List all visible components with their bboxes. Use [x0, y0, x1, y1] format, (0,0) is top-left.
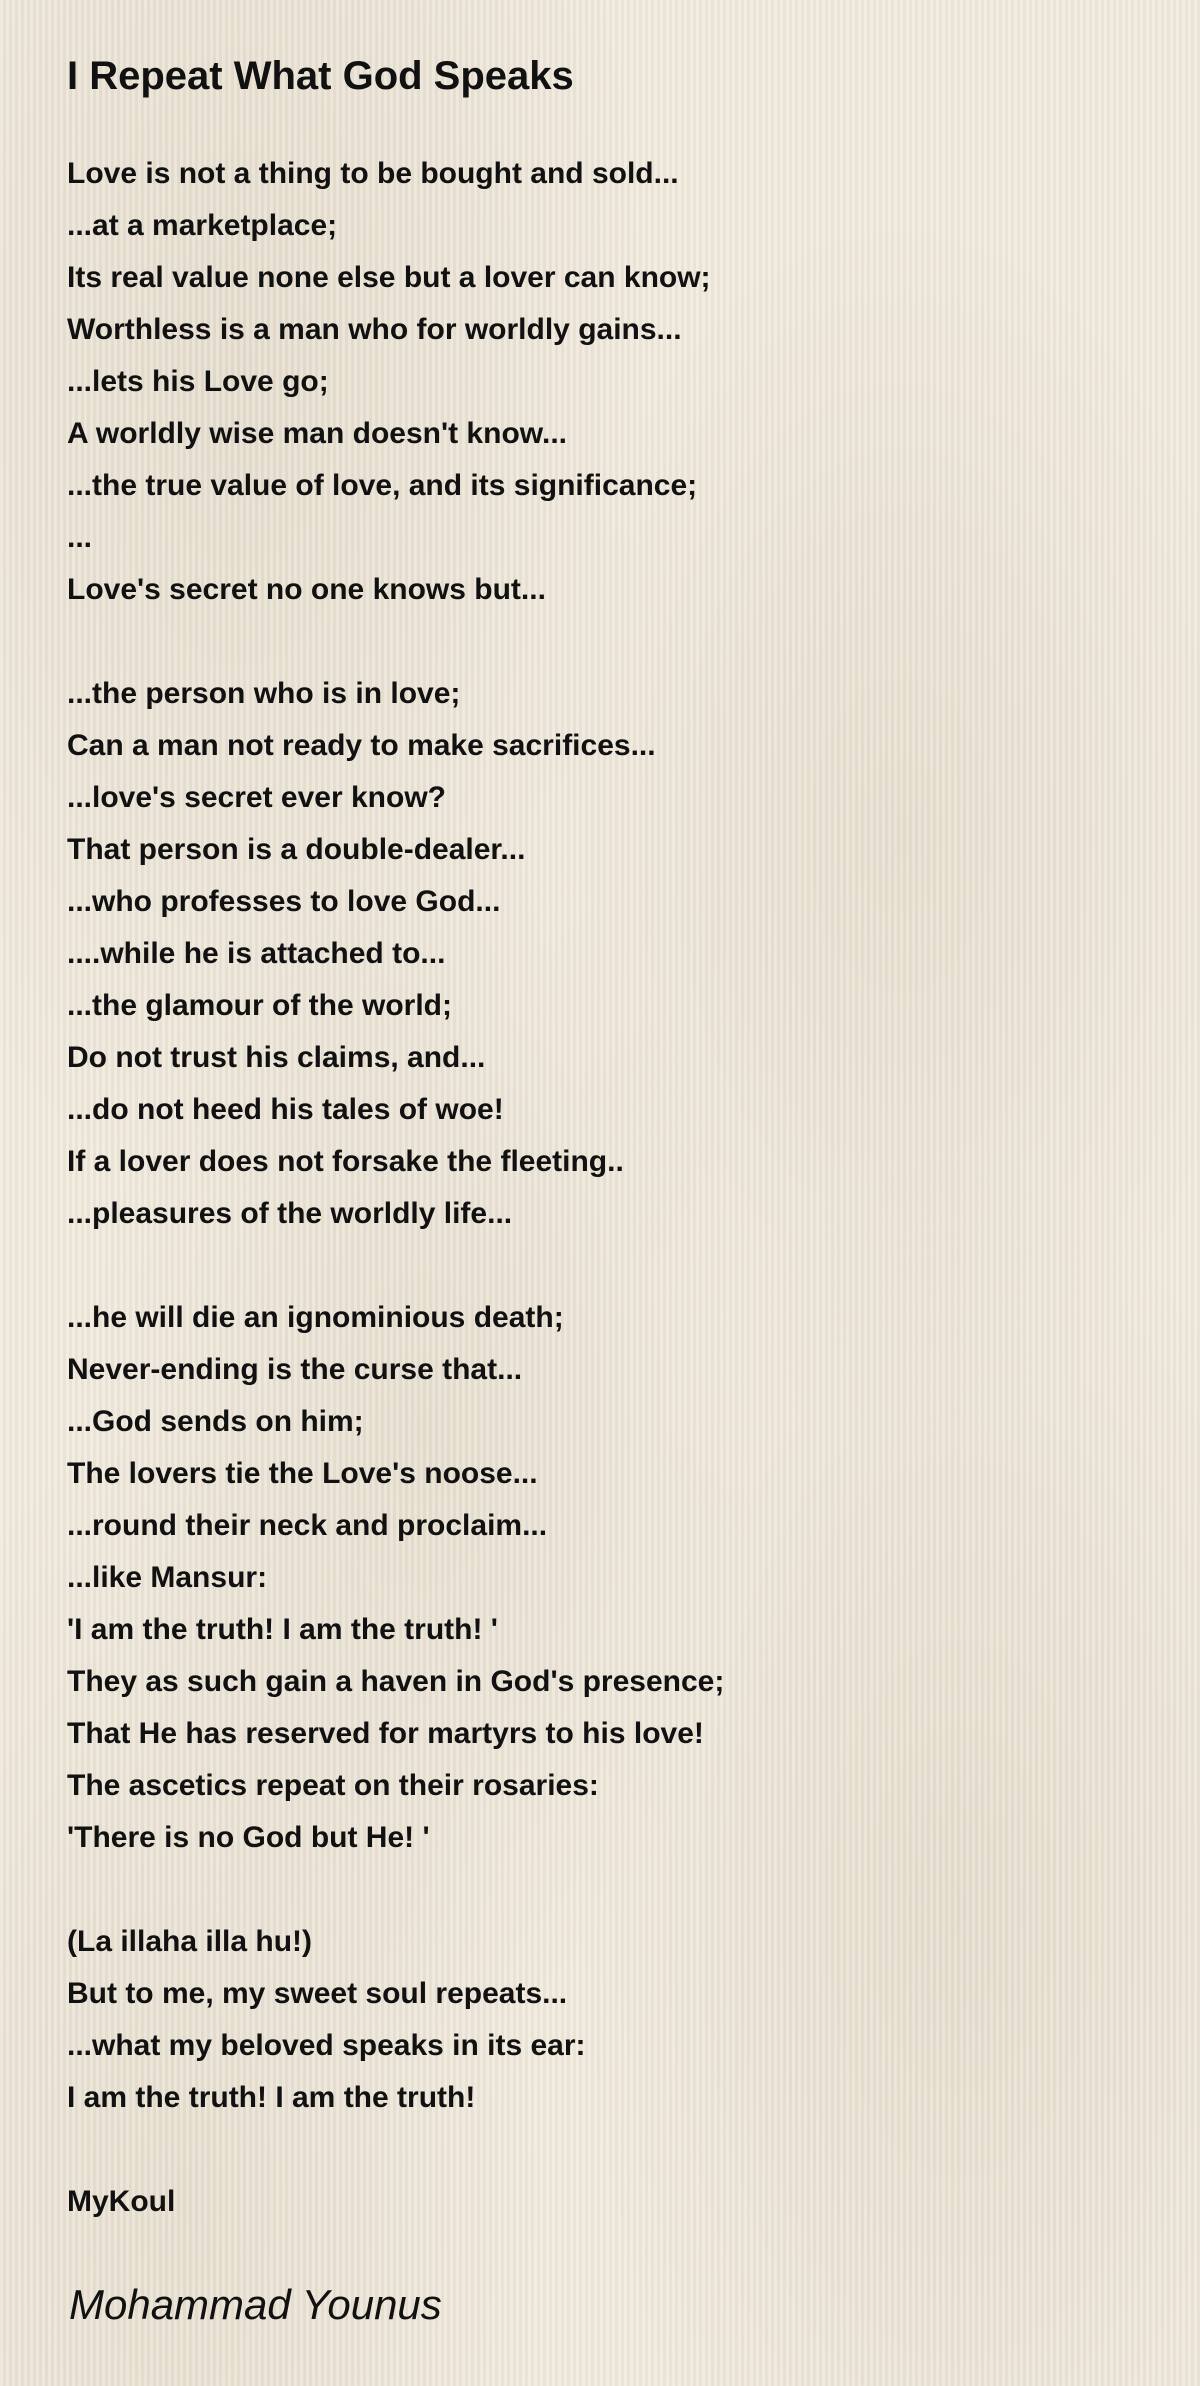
poem-line: ...like Mansur:	[67, 1561, 268, 1594]
poem-body	[67, 148, 1147, 2228]
poem-line: 'I am the truth! I am the truth! '	[67, 1613, 498, 1646]
poem-line: ...he will die an ignominious death;	[67, 1301, 564, 1334]
poem-line: ...	[67, 521, 93, 554]
poem-line: ....while he is attached to...	[67, 937, 446, 970]
poem-line: ...the glamour of the world;	[67, 989, 452, 1022]
poem-line: ...who professes to love God...	[67, 885, 501, 918]
poem-line: ...pleasures of the worldly life...	[67, 1197, 513, 1230]
poem-line: ...the person who is in love;	[67, 677, 461, 710]
poem-line: They as such gain a haven in God's presence;	[67, 1665, 725, 1698]
poem-line: I am the truth! I am the truth!	[67, 2081, 476, 2114]
poem-line: ...do not heed his tales of woe!	[67, 1093, 504, 1126]
poem-line: MyKoul	[67, 2185, 176, 2218]
poem-line: Worthless is a man who for worldly gains...	[67, 313, 682, 346]
poem-line: Love's secret no one knows but...	[67, 573, 546, 606]
poem-line: Its real value none else but a lover can know;	[67, 261, 711, 294]
poem-line: Can a man not ready to make sacrifices...	[67, 729, 656, 762]
poem-line: (La illaha illa hu!)	[67, 1925, 313, 1958]
poem-line: ...the true value of love, and its significance;	[67, 469, 698, 502]
poem-author: Mohammad Younus	[69, 2281, 442, 2328]
poem-line: Never-ending is the curse that...	[67, 1353, 523, 1386]
poem-line: That He has reserved for martyrs to his love!	[67, 1717, 704, 1750]
poem-line: The lovers tie the Love's noose...	[67, 1457, 538, 1490]
stanza-break	[67, 2124, 1147, 2176]
poem-title: I Repeat What God Speaks	[67, 54, 574, 98]
poem-line: If a lover does not forsake the fleeting..	[67, 1145, 624, 1178]
poem-line: 'There is no God but He! '	[67, 1821, 430, 1854]
poem-line: A worldly wise man doesn't know...	[67, 417, 567, 450]
poem-line: The ascetics repeat on their rosaries:	[67, 1769, 599, 1802]
stanza-break	[67, 616, 1147, 668]
poem-line: ...God sends on him;	[67, 1405, 364, 1438]
poem-line: ...lets his Love go;	[67, 365, 329, 398]
poem-line: But to me, my sweet soul repeats...	[67, 1977, 568, 2010]
poem-line: ...round their neck and proclaim...	[67, 1509, 548, 1542]
poem-line: ...at a marketplace;	[67, 209, 338, 242]
poem-line: Love is not a thing to be bought and sold...	[67, 157, 679, 190]
stanza-break	[67, 1864, 1147, 1916]
poem-line: ...love's secret ever know?	[67, 781, 446, 814]
poem-container	[67, 50, 1147, 2228]
stanza-break	[67, 1240, 1147, 1292]
poem-line: ...what my beloved speaks in its ear:	[67, 2029, 586, 2062]
poem-line: That person is a double-dealer...	[67, 833, 526, 866]
poem-line: Do not trust his claims, and...	[67, 1041, 486, 1074]
